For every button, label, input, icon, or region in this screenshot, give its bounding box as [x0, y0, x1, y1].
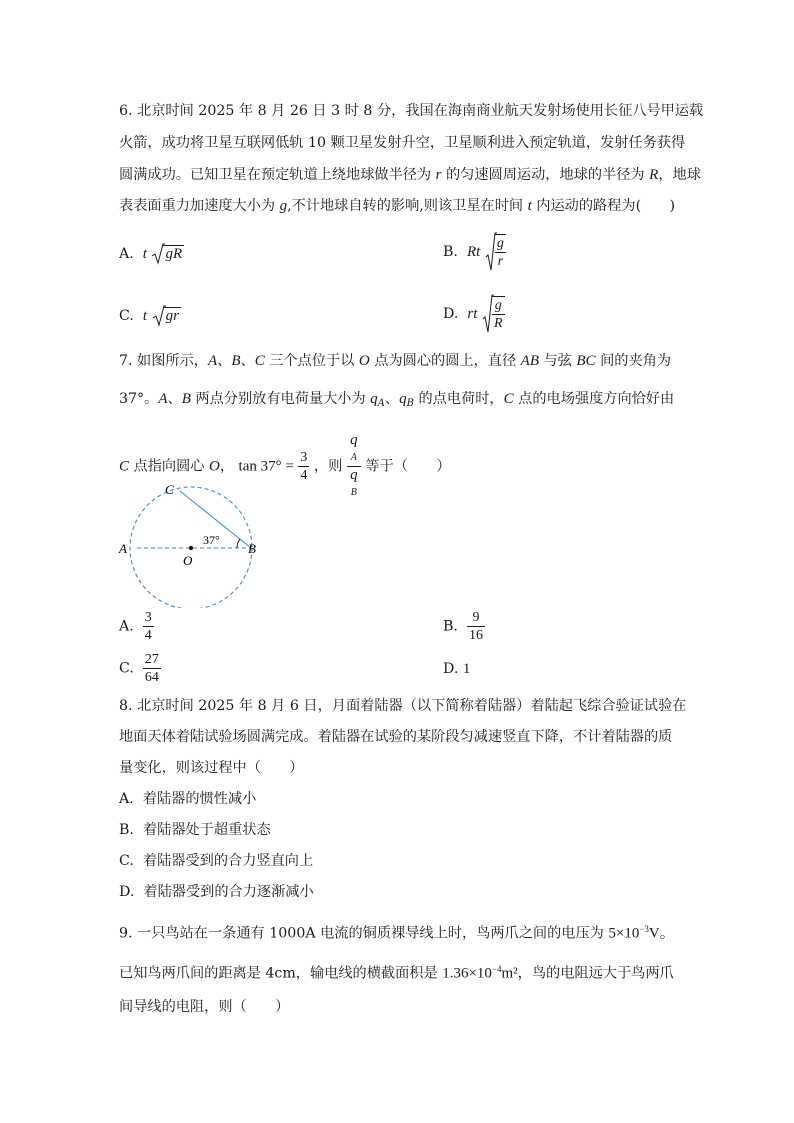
label-o: O: [183, 553, 193, 568]
q7-option-d[interactable]: D. 1: [443, 661, 471, 677]
q6-line-2: 火箭，成功将卫星互联网低轨 10 颗卫星发射升空，卫星顺利进入预定轨道，发射任务获得: [119, 135, 686, 151]
circle-diagram: [115, 478, 275, 608]
q8-option-d[interactable]: D. 着陆器受到的合力逐渐减小: [119, 884, 314, 900]
q8-option-a[interactable]: A. 着陆器的惯性减小: [119, 791, 257, 807]
q7-line-3: C 点指向圆心 O， tan 37° = $\frac{3}{4}$ ，则 q A q B 等于（ ）: [119, 432, 451, 498]
q8-option-c[interactable]: C. 着陆器受到的合力竖直向上: [119, 853, 314, 869]
q7-option-c[interactable]: C. $\frac{27}{64}$: [119, 652, 159, 685]
q7-line-1: 7. 如图所示，A、B、C 三个点位于以 O 点为圆心的圆上，直径 AB 与弦 BC 间的夹角为: [119, 353, 672, 369]
q6-line-1: 6. 北京时间 2025 年 8 月 26 日 3 时 8 分，我国在海南商业航天发射场使用长征八号甲运载: [119, 103, 704, 119]
q9-line-3: 间导线的电阻，则（ ）: [119, 999, 290, 1015]
q7-line-2: 37°。A、B 两点分别放有电荷量大小为 $q_A$、$q_B$ 的点电荷时，C 点的电场强度方向恰好由: [119, 391, 675, 409]
q6-option-d[interactable]: D. rt $\frac{g}{R}$: [443, 294, 505, 334]
q6-option-b[interactable]: B. Rt $\frac{g}{r}$: [443, 232, 506, 272]
angle-label: 37°: [203, 533, 220, 547]
q8-line-1: 8. 北京时间 2025 年 8 月 6 日，月面着陆器（以下简称着陆器）着陆起飞综合验证试验在: [119, 698, 687, 714]
q6-line-3: 圆满成功。已知卫星在预定轨道上绕地球做半径为 r 的匀速圆周运动，地球的半径为 R，地球: [119, 167, 701, 183]
center-point: [189, 546, 193, 550]
label-c: C: [165, 482, 174, 497]
q7-option-b[interactable]: B. $\frac{9}{16}$: [443, 610, 483, 643]
q8-line-2: 地面天体着陆试验场圆满完成。着陆器在试验的某阶段匀减速竖直下降，不计着陆器的质: [119, 729, 673, 745]
q6-option-c[interactable]: C. t gr: [119, 305, 181, 327]
q7-option-a[interactable]: A. $\frac{3}{4}$: [119, 610, 152, 643]
label-a: A: [119, 541, 127, 556]
q8-option-b[interactable]: B. 着陆器处于超重状态: [119, 822, 271, 838]
q8-line-3: 量变化，则该过程中（ ）: [119, 760, 304, 776]
angle-arc: [237, 539, 240, 548]
q6-line-4: 表表面重力加速度大小为 g,不计地球自转的影响,则该卫星在时间 t 内运动的路程为( ): [119, 198, 676, 214]
q6-option-a[interactable]: A. t gR: [119, 243, 184, 265]
label-b: B: [248, 541, 256, 556]
q9-line-2: 已知鸟两爪间的距离是 4cm，输电线的横截面积是 $1.36\times 10^{-4}m^2$，鸟的电阻远大于鸟两爪: [119, 964, 674, 982]
q9-line-1: 9. 一只鸟站在一条通有 1000A 电流的铜质裸导线上时，鸟两爪之间的电压为 $5\times 10^{-3}V$。: [119, 924, 675, 942]
